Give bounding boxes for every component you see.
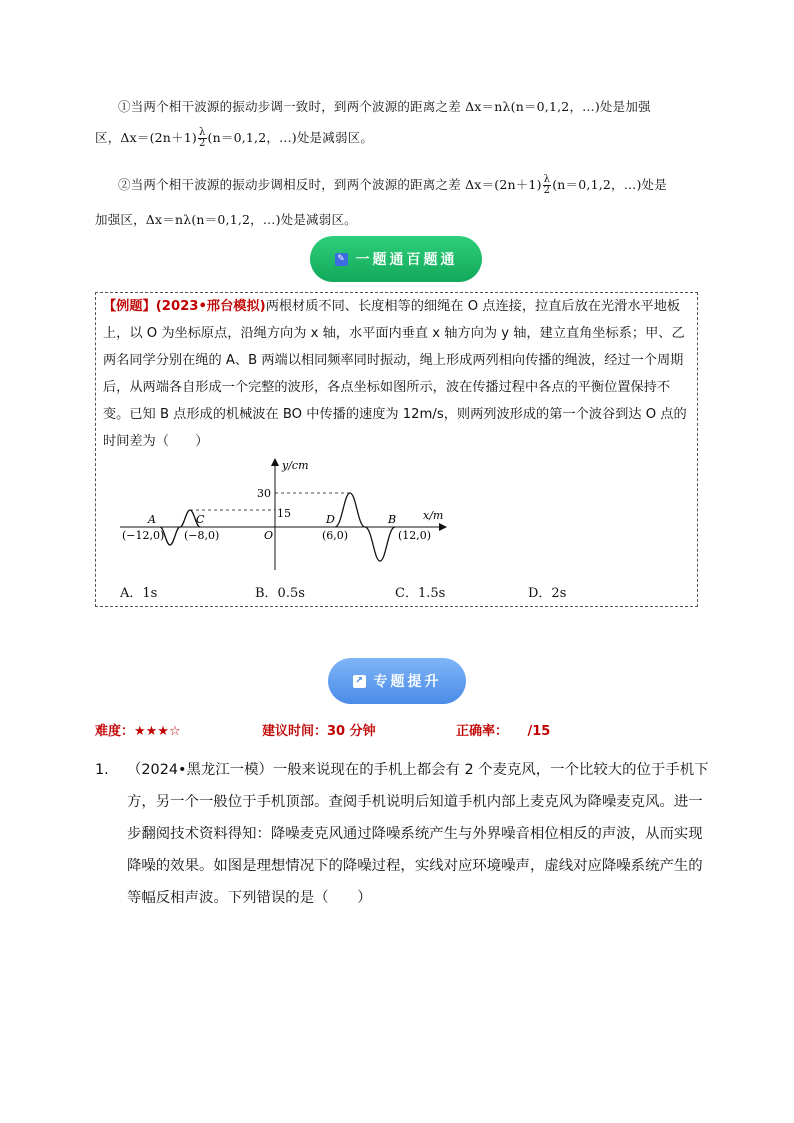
rule-1-line-1: ①当两个相干波源的振动步调一致时，到两个波源的距离之差 Δx＝nλ(n＝0,1,2，…)处是加强 [118,99,651,114]
tick-15: 15 [277,507,291,520]
frac-den: 2 [543,185,551,196]
rule-2-line-1 [118,175,667,196]
rule-2-text-a: ②当两个相干波源的振动步调相反时，到两个波源的距离之差 Δx＝(2n＋1) [118,177,542,192]
frac-num: λ [199,127,206,138]
wave-graph [110,455,460,575]
banner2-label: 专题提升 [373,674,442,690]
frac-num: λ [543,174,551,185]
lambda-over-2 [198,128,207,149]
point-O: O [264,529,274,542]
rule-2-line-2: 加强区，Δx＝nλ(n＝0,1,2，…)处是减弱区。 [95,212,357,227]
notebook-icon: ✎ [335,253,348,266]
difficulty: 难度：★★★☆ [95,724,181,739]
coord-B: (12,0) [398,529,432,542]
coord-A: (−12,0) [122,529,165,542]
frac-den: 2 [198,138,206,149]
option-d[interactable]: D．2s [528,586,567,601]
question-1-text: （2024•黑龙江一模）一般来说现在的手机上都会有 2 个麦克风，一个比较大的位于手机下方，另一个一般位于手机顶部。查阅手机说明后知道手机内部上麦克风为降噪麦克风。进一步翻阅技术资料得知：降噪麦克风通过降噪系统产生与外界噪音相位相反的声波，从而实现降噪的效果。如图是理想情况下的降噪过程，实线对应环境噪声，虚线对应降噪系统产生的等幅反相声波。下列错误的是（ ） [127,762,709,906]
coord-C: (−8,0) [184,529,220,542]
question-number: 1. [95,762,109,778]
section-banner-practice [310,236,482,282]
option-c[interactable]: C．1.5s [395,586,446,601]
x-axis-label: x/m [423,509,444,522]
coord-D: (6,0) [322,529,349,542]
example-text [103,293,693,455]
chart-icon: ↗ [353,675,366,688]
option-a[interactable]: A．1s [120,586,158,601]
y-axis-label: y/cm [282,459,309,472]
tick-30: 30 [257,487,271,500]
suggested-time: 建议时间：30 分钟 [262,724,376,739]
example-body: 两根材质不同、长度相等的细绳在 O 点连接，拉直后放在光滑水平地板上，以 O 为坐标原点，沿绳方向为 x 轴，水平面内垂直 x 轴方向为 y 轴，建立直角坐标系；甲、乙两名同学分别在绳的 A、B 两端以相同频率同时振动，绳上形成两列相向传播的绳波，经过一个周期后，从两端各自形成一个完整的波形，各点坐标如图所示，波在传播过程中各点的平衡位置保持不变。已知 B 点形成的机械波在 BO 中传播的速度为 12m/s，则两列波形成的第一个波谷到达 O 点的时间差为（ ） [103,299,687,449]
section-banner-improve [328,658,466,704]
point-A: A [148,513,156,526]
point-C: C [196,513,205,526]
banner-label: 一题通百题通 [355,252,458,268]
rule-1-text-a: 区，Δx＝(2n＋1) [95,130,197,145]
accuracy: 正确率： /15 [456,724,551,739]
point-D: D [326,513,335,526]
lambda-over-2-b [543,175,552,196]
example-tag: 【例题】 [103,299,156,314]
point-B: B [388,513,397,526]
rule-1-text-b: (n＝0,1,2，…)处是减弱区。 [207,130,374,145]
option-b[interactable]: B．0.5s [255,586,305,601]
rule-2-text-b: (n＝0,1,2，…)处是 [552,177,667,192]
rule-1-line-2 [95,128,373,149]
example-source: (2023•邢台模拟) [155,299,266,314]
